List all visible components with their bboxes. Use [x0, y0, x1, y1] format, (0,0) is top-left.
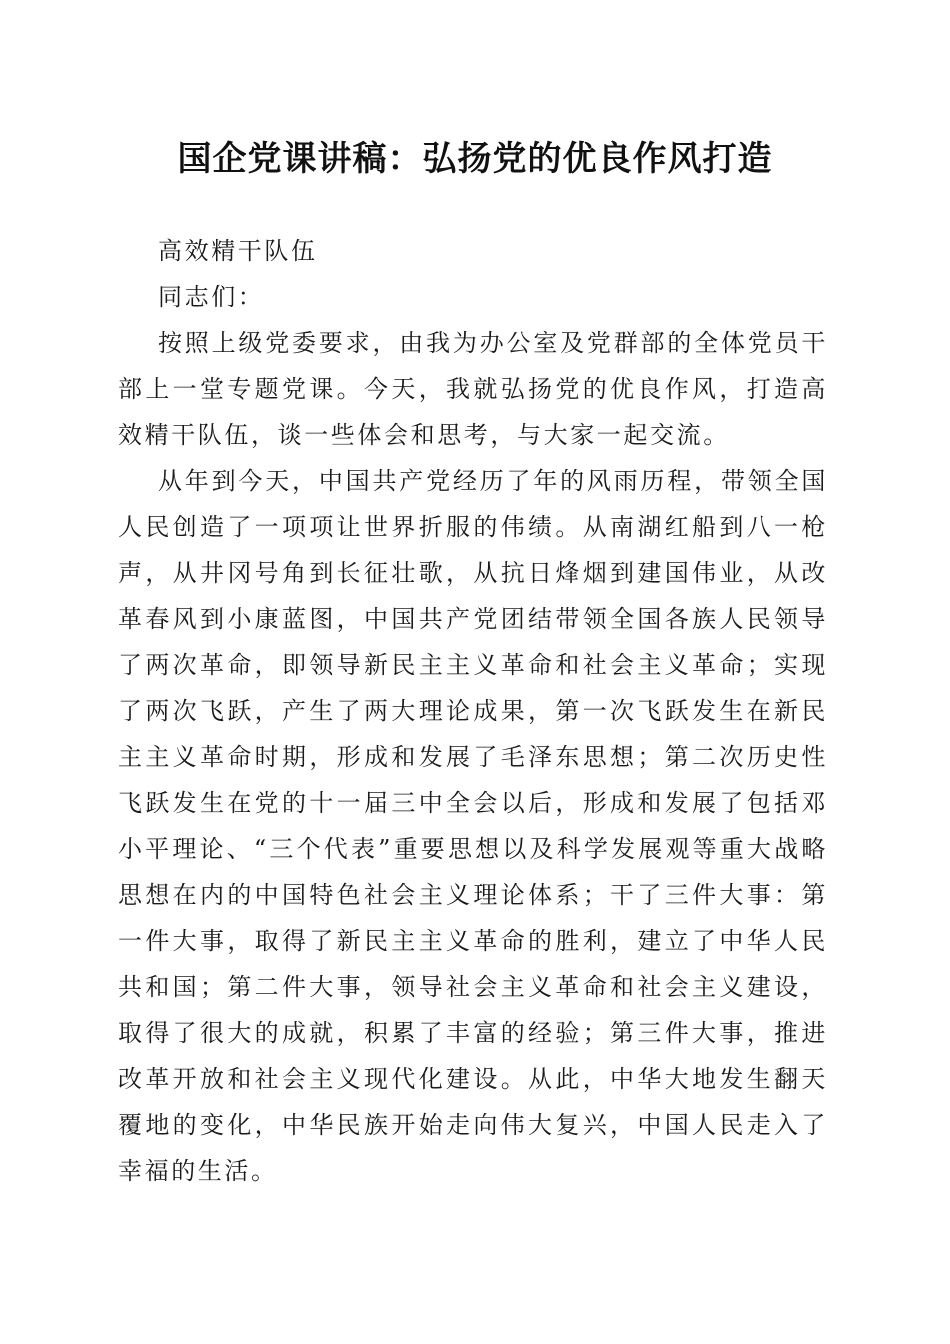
paragraph-intro: 按照上级党委要求，由我为办公室及党群部的全体党员干部上一堂专题党课。今天，我就弘扬党的优良作风，打造高效精干队伍，谈一些体会和思考，与大家一起交流。 — [118, 329, 828, 449]
subtitle-line: 高效精干队伍 — [158, 237, 318, 265]
paragraph-history: 从年到今天，中国共产党经历了年的风雨历程，带领全国人民创造了一项项让世界折服的伟绩。从南湖红船到八一枪声，从井冈号角到长征壮歌，从抗日烽烟到建国伟业，从改革春风到小康蓝图，中国共产党团结带领全国各族人民领导了两次革命，即领导新民主主义革命和社会主义革命；实现了两次飞跃，产生了两大理论成果，第一次飞跃发生在新民主主义革命时期，形成和发展了毛泽东思想；第二次历史性飞跃发生在党的十一届三中全会以后，形成和发展了包括邓小平理论、“三个代表”重要思想以及科学发展观等重大战略思想在内的中国特色社会主义理论体系；干了三件大事：第一件大事，取得了新民主主义革命的胜利，建立了中华人民共和国；第二件大事，领导社会主义革命和社会主义建设，取得了很大的成就，积累了丰富的经验；第三件大事，推进改革开放和社会主义现代化建设。从此，中华大地发生翻天覆地的变化，中华民族开始走向伟大复兴，中国人民走入了幸福的生活。 — [118, 467, 828, 1185]
document-body — [118, 228, 828, 1194]
document-title: 国企党课讲稿：弘扬党的优良作风打造 — [177, 139, 773, 179]
salutation: 同志们： — [158, 283, 265, 311]
